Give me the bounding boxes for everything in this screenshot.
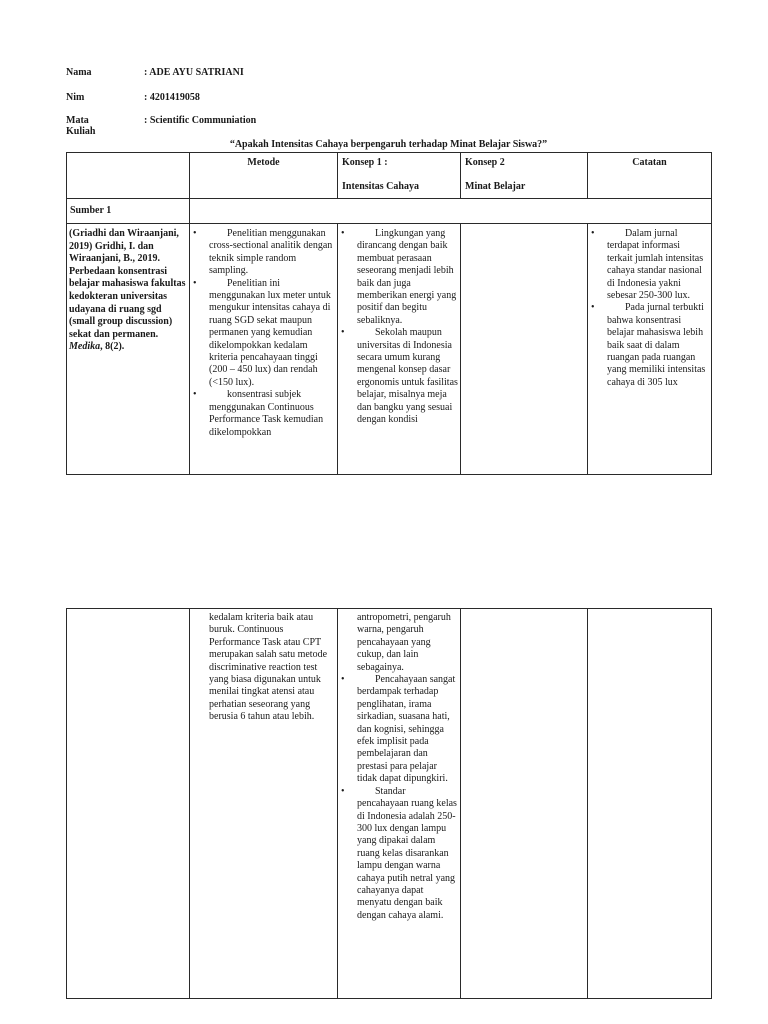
header-metode: Metode bbox=[247, 157, 280, 168]
source-reference bbox=[69, 228, 186, 354]
header-konsep1-number: Konsep 1 : bbox=[342, 157, 388, 168]
catatan-item: • Dalam jurnal terdapat informasi terkait jumlah intensitas cahaya standar nasional di Indonesia yakni sebesar 250-300 lux. bbox=[591, 228, 707, 302]
header-konsep2-name: Minat Belajar bbox=[465, 181, 526, 192]
konsep1-list bbox=[341, 228, 458, 427]
metode-item: • Penelitian ini menggunakan lux meter untuk mengukur intensitas cahaya di ruang SGD sekat maupun permanen yang kemudian dikelompokkan kedalam kriteria pencahayaan tinggi (200 – 450 lux) dan rendah (<150 lux). bbox=[193, 278, 334, 390]
metode-list bbox=[193, 228, 334, 439]
source-volume: , 8(2). bbox=[100, 341, 125, 353]
mata-kuliah-value: : Scientific Communiation bbox=[144, 115, 257, 126]
mata-kuliah-label: Mata Kuliah bbox=[66, 115, 96, 137]
konsep1-item: • Standar pencahayaan ruang kelas di Indonesia adalah 250-300 lux dengan lampu yang dipakai dalam ruang kelas disarankan lampu dengan warna cahaya putih netral yang cahayanya dapat menyatu dengan baik dengan cahaya alami. bbox=[341, 786, 458, 922]
nama-label: Nama bbox=[66, 67, 92, 78]
metode-item: • konsentrasi subjek menggunakan Continuous Performance Task kemudian dikelompokkan bbox=[193, 389, 334, 439]
catatan-item: • Pada jurnal terbukti bahwa konsentrasi belajar mahasiswa lebih baik saat di dalam ruangan pada ruangan yang memiliki intensitas cahaya di 305 lux bbox=[591, 302, 707, 389]
header-konsep1-name: Intensitas Cahaya bbox=[342, 181, 419, 192]
konsep1-item: • Pencahayaan sangat berdampak terhadap penglihatan, irama sirkadian, suasana hati, dan kognisi, sehingga efek implisit pada pembelajaran dan prestasi para pelajar tidak dapat dipungkiri. bbox=[341, 674, 458, 786]
sumber-label: Sumber 1 bbox=[70, 205, 112, 216]
header-konsep2-number: Konsep 2 bbox=[465, 157, 505, 168]
konsep1-continuation-text: antropometri, pengaruh warna, pengaruh pencahayaan yang cukup, dan lain sebagainya. bbox=[357, 612, 451, 673]
catatan-list bbox=[591, 228, 707, 389]
source-citation: (Griadhi dan Wiraanjani, 2019) Gridhi, I. dan Wiraanjani, B., 2019. Perbedaan konsentrasi belajar mahasiswa fakultas kedokteran universitas udayana di ruang sgd (small group discussion) sekat dan permanen. bbox=[69, 228, 186, 340]
konsep1-continuation bbox=[341, 612, 458, 922]
konsep1-continuation-list bbox=[341, 674, 458, 922]
header-catatan: Catatan bbox=[632, 157, 667, 168]
metode-continuation: kedalam kriteria baik atau buruk. Continuous Performance Task atau CPT merupakan salah satu metode discriminative reaction test yang biasa digunakan untuk menilai tingkat atensi atau perhatian seseorang yang berusia 6 tahun atau lebih. bbox=[209, 612, 328, 723]
source-journal: Medika bbox=[69, 341, 101, 353]
nama-value: : ADE AYU SATRIANI bbox=[144, 67, 244, 78]
konsep1-item: • Lingkungan yang dirancang dengan baik membuat perasaan seseorang menjadi lebih baik dan juga memberikan energi yang positif dan begitu sebaliknya. bbox=[341, 228, 458, 327]
konsep1-item: • Sekolah maupun universitas di Indonesia secara umum kurang mengenal konsep dasar ergonomis untuk fasilitas belajar, misalnya meja dan bangku yang sesuai dengan kondisi bbox=[341, 327, 458, 426]
metode-item: • Penelitian menggunakan cross-sectional analitik dengan teknik simple random sampling. bbox=[193, 228, 334, 278]
nim-value: : 4201419058 bbox=[144, 92, 200, 103]
document-title: “Apakah Intensitas Cahaya berpengaruh terhadap Minat Belajar Siswa?” bbox=[229, 139, 548, 150]
nim-label: Nim bbox=[66, 92, 85, 103]
